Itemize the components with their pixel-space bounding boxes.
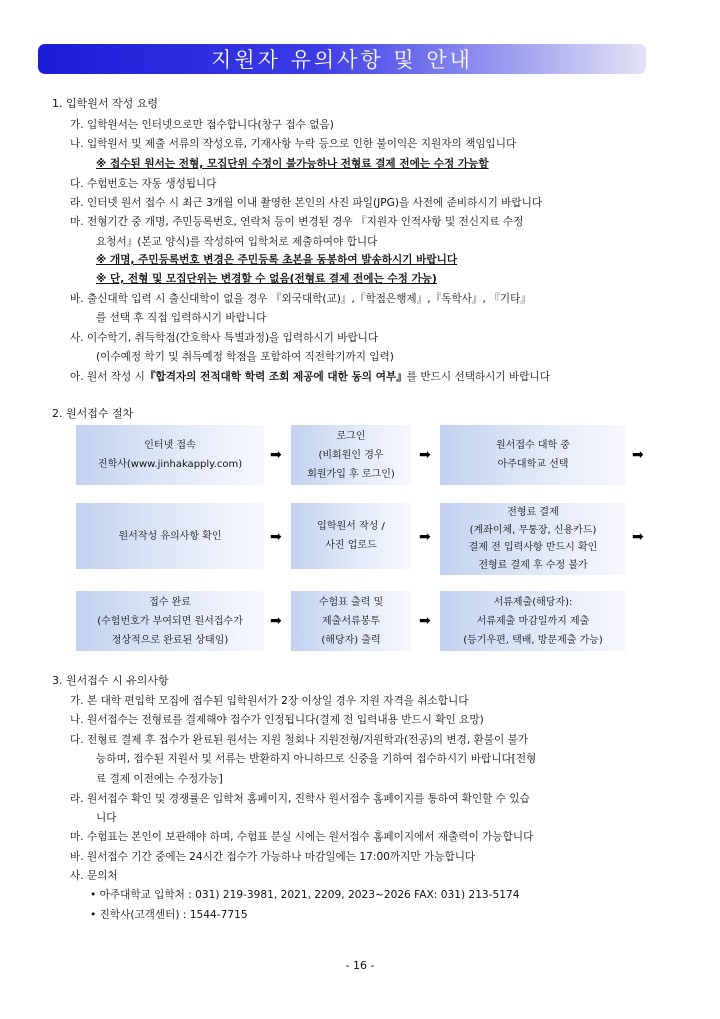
section3-item: 다. 전형료 결제 후 접수가 완료된 원서는 지원 철회나 지원전형/지원학과(전공)의 변경, 환불이 불가 xyxy=(70,734,529,746)
section1-item-consent xyxy=(70,370,550,384)
step-text: 수험표 출력 및 xyxy=(318,596,384,608)
step-box-login xyxy=(291,425,411,485)
step-text: 회원가입 후 로그인) xyxy=(307,468,395,480)
step-box-payment xyxy=(440,503,626,575)
arrow-right-icon: ➡ xyxy=(270,447,282,463)
consent-bold: 『합격자의 전적대학 학력 조회 제공에 대한 동의 여부』 xyxy=(144,371,407,383)
step-text: 서류제출 마감일까지 제출 xyxy=(476,615,590,627)
section1-note: ※ 단, 전형 및 모집단위는 변경할 수 없음(전형료 결제 전에는 수정 가능) xyxy=(96,273,437,285)
step-text: 서류제출(해당자): xyxy=(493,596,573,608)
section1-item: 나. 입학원서 및 제출 서류의 작성오류, 기재사항 누락 등으로 인한 불이익은 지원자의 책임입니다 xyxy=(70,138,517,150)
section3-item-continued: 능하며, 접수된 지원서 및 서류는 반환하지 아니하므로 신중을 기하여 접수하시기 바랍니다[전형 xyxy=(96,753,537,765)
step-text: 접수 완료 xyxy=(149,596,191,608)
arrow-right-icon: ➡ xyxy=(632,529,644,545)
section1-item: 다. 수험번호는 자동 생성됩니다 xyxy=(70,178,217,190)
step-box-complete xyxy=(76,591,264,651)
step-text: 인터넷 접속 xyxy=(144,440,196,451)
section3-item: 바. 원서접수 기간 중에는 24시간 접수가 가능하나 마감일에는 17:00까지만 가능합니다 xyxy=(70,851,476,863)
step-text: 전형료 결제 xyxy=(507,507,559,518)
arrow-right-icon: ➡ xyxy=(419,447,431,463)
page-title: 지원자 유의사항 및 안내 xyxy=(211,48,473,72)
section1-note: ※ 접수된 원서는 전형, 모집단위 수정이 불가능하나 전형료 결제 전에는 수정 가능함 xyxy=(96,158,489,170)
step-text: 로그인 xyxy=(336,430,366,442)
step-text: 입학원서 작성 / xyxy=(317,521,385,532)
step-box-fill-application xyxy=(291,503,411,569)
step-text: 제출서류봉투 xyxy=(322,615,380,627)
step-text: (수험번호가 부여되면 원서접수가 xyxy=(97,615,243,627)
section3-item: 가. 본 대학 편입학 모집에 접수된 입학원서가 2장 이상일 경우 지원 자격을 취소합니다 xyxy=(70,695,469,707)
section3-heading: 3. 원서접수 시 유의사항 xyxy=(52,674,169,687)
step-text: 원서접수 대학 중 xyxy=(496,440,570,451)
section1-item: 가. 입학원서는 인터넷으로만 접수합니다(창구 접수 없음) xyxy=(70,119,334,131)
step-text: 아주대학교 선택 xyxy=(497,459,569,470)
section1-item-continued: (이수예정 학기 및 취득예정 학점을 포함하여 직전학기까지 입력) xyxy=(96,351,394,363)
arrow-right-icon: ➡ xyxy=(270,529,282,545)
arrow-right-icon: ➡ xyxy=(632,447,644,463)
step-box-internet xyxy=(76,425,264,485)
consent-suffix: 를 반드시 선택하시기 바랍니다 xyxy=(406,371,550,383)
contact-line: • 아주대학교 입학처 : 031) 219-3981, 2021, 2209, 2023~2026 FAX: 031) 213-5174 xyxy=(90,889,520,901)
section1-heading: 1. 입학원서 작성 요령 xyxy=(52,97,158,110)
arrow-right-icon: ➡ xyxy=(419,613,431,629)
section1-item: 마. 전형기간 중 개명, 주민등록번호, 연락처 등이 변경된 경우 『지원자 인적사항 및 전신지료 수정 xyxy=(70,216,524,228)
step-text: 전형료 결제 후 수정 불가 xyxy=(478,559,588,571)
section1-item: 라. 인터넷 원서 접수 시 최근 3개월 이내 촬영한 본인의 사진 파일(JPG)을 사전에 준비하시기 바랍니다 xyxy=(70,197,543,209)
arrow-right-icon: ➡ xyxy=(270,613,282,629)
section3-item: 사. 문의처 xyxy=(70,870,118,882)
section2-heading: 2. 원서접수 절차 xyxy=(52,407,134,420)
section1-item-continued: 요청서』(본교 양식)를 작성하여 입학처로 제출하여야 합니다 xyxy=(96,236,378,248)
step-box-print-ticket xyxy=(291,591,411,651)
step-text: (비회원인 경우 xyxy=(318,449,384,461)
step-text: 진학사(www.jinhakapply.com) xyxy=(97,459,243,470)
step-text: 원서작성 유의사항 확인 xyxy=(118,530,222,542)
consent-prefix: 아. 원서 작성 시 xyxy=(70,371,145,383)
page-number: - 16 - xyxy=(345,959,375,972)
section3-item: 라. 원서접수 확인 및 경쟁률은 입학처 홈페이지, 진학사 원서접수 홈페이지를 통하여 확인할 수 있습 xyxy=(70,793,530,805)
section3-item: 마. 수험표는 본인이 보관해야 하며, 수험표 분실 시에는 원서접수 홈페이지에서 재출력이 가능합니다 xyxy=(70,831,534,843)
step-text: 정상적으로 완료된 상태임) xyxy=(111,634,229,646)
step-text: (해당자) 출력 xyxy=(321,634,381,646)
step-box-check-notes xyxy=(76,503,264,569)
step-box-select-university xyxy=(440,425,626,485)
arrow-right-icon: ➡ xyxy=(419,529,431,545)
step-box-submit-documents xyxy=(440,591,626,651)
section1-item-continued: 를 선택 후 직접 입력하시기 바랍니다 xyxy=(96,312,267,324)
section1-note: ※ 개명, 주민등록번호 변경은 주민등록 초본을 동봉하여 발송하시기 바랍니다 xyxy=(96,254,458,266)
step-text: 결제 전 입력사항 반드시 확인 xyxy=(468,542,598,553)
step-text: (계좌이체, 무통장, 신용카드) xyxy=(469,524,597,536)
section3-item-continued: 료 결제 이전에는 수정가능] xyxy=(96,773,223,785)
step-text: (등기우편, 택배, 방문제출 가능) xyxy=(463,634,603,646)
section3-item-continued: 니다 xyxy=(96,812,117,824)
section3-item: 나. 원서접수는 전형료를 결제해야 접수가 인정됩니다(결제 전 입력내용 반드시 확인 요망) xyxy=(70,714,484,726)
section1-item: 바. 출신대학 입력 시 출신대학이 없을 경우 『외국대학(교)』,『학점은행제』,『독학사』, 『기타』 xyxy=(70,293,531,305)
section1-item: 사. 이수학기, 취득학점(간호학사 특별과정)을 입력하시기 바랍니다 xyxy=(70,332,379,344)
contact-line: • 진학사(고객센터) : 1544-7715 xyxy=(90,909,248,921)
title-banner xyxy=(38,44,646,74)
step-text: 사진 업로드 xyxy=(325,540,377,551)
